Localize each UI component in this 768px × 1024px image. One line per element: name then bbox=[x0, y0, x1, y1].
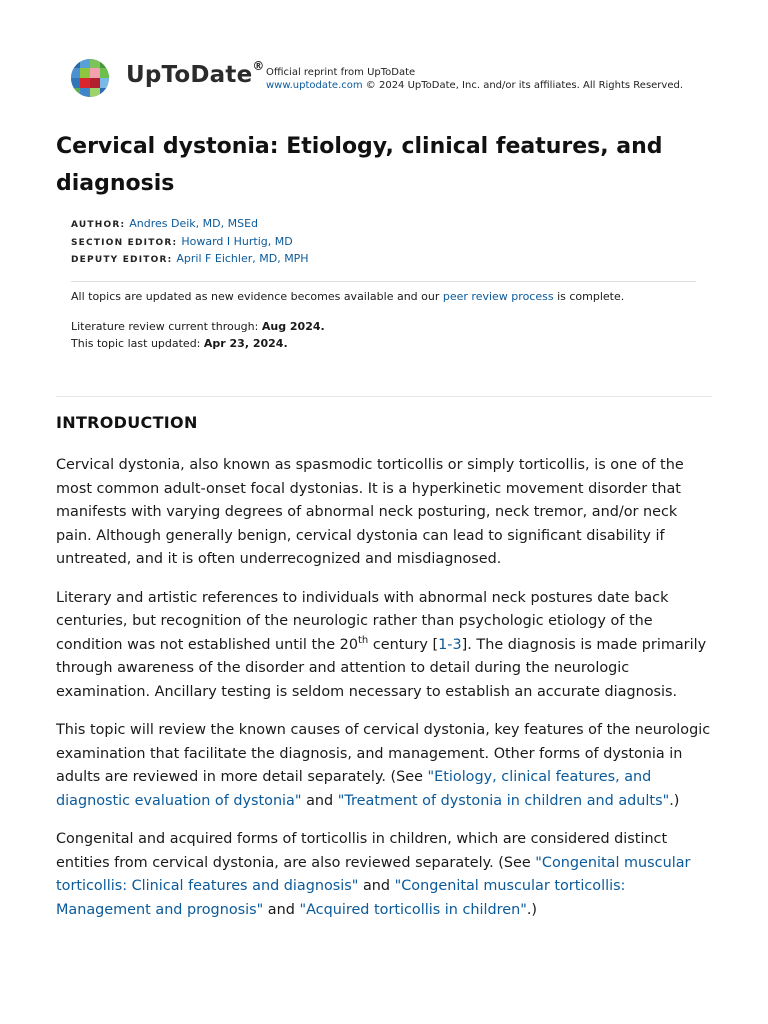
topic-link-dystonia-treatment[interactable]: "Treatment of dystonia in children and adults" bbox=[337, 792, 670, 809]
review-dates bbox=[71, 319, 325, 352]
paragraph: Cervical dystonia, also known as spasmodic torticollis or simply torticollis, is one of the most common adult-onset focal dystonias. It is a hyperkinetic movement disorder that manifests with varying degrees of abnormal neck posturing, neck tremor, and/or neck pain. Although generally benign, cervical dystonia can lead to significant disability if untreated, and it is often underrecognized and misdiagnosed. bbox=[56, 457, 684, 567]
author-row bbox=[71, 234, 309, 252]
section-editor-link[interactable]: Howard I Hurtig, MD bbox=[181, 234, 293, 248]
author-row bbox=[71, 216, 309, 234]
section-divider bbox=[56, 396, 712, 397]
author-link[interactable]: Andres Deik, MD, MSEd bbox=[129, 217, 259, 230]
uptodate-logo-icon bbox=[70, 58, 110, 98]
last-updated-date: This topic last updated: Apr 23, 2024. bbox=[71, 336, 288, 350]
site-link[interactable]: www.uptodate.com bbox=[266, 80, 363, 91]
brand-name: UpToDate® bbox=[126, 59, 265, 88]
reprint-line: Official reprint from UpToDate bbox=[266, 67, 416, 78]
author-row bbox=[71, 251, 309, 269]
topic-link-dystonia-etiology[interactable]: "Etiology, clinical features, and diagnostic evaluation of dystonia" bbox=[56, 769, 652, 809]
page-title: Cervical dystonia: Etiology, clinical features, and diagnosis bbox=[56, 134, 663, 196]
topic-link-congenital-diagnosis[interactable]: "Congenital muscular torticollis: Clinical features and diagnosis" bbox=[56, 854, 691, 894]
article-body bbox=[56, 454, 712, 937]
reference-link[interactable]: 1-3 bbox=[438, 636, 462, 653]
author-list bbox=[71, 216, 309, 269]
topic-link-congenital-management[interactable]: "Congenital muscular torticollis: Management and prognosis" bbox=[56, 878, 626, 918]
paragraph: Congenital and acquired forms of torticollis in children, which are considered distinct entities from cervical dystonia, are also reviewed separately. (See "Congenital muscular torticollis: Clinical features and diagnosis" and "Congenital muscular torticollis: Management and prognosis" and "Acquired torticollis in children".) bbox=[56, 831, 691, 918]
topic-link-acquired-torticollis[interactable]: "Acquired torticollis in children" bbox=[299, 901, 527, 918]
peer-review-link[interactable]: peer review process bbox=[442, 290, 554, 303]
reprint-notice bbox=[266, 66, 683, 92]
paragraph: This topic will review the known causes of cervical dystonia, key features of the neurologic examination that facilitate the diagnosis, and management. Other forms of dystonia in adults are reviewed in more detail separately. (See "Etiology, clinical features, and diagnostic evaluation of dystonia" and "Treatment of dystonia in children and adults".) bbox=[56, 722, 711, 809]
page-header bbox=[70, 58, 710, 98]
deputy-editor-role: DEPUTY EDITOR: bbox=[71, 255, 173, 265]
section-editor-role: SECTION EDITOR: bbox=[71, 237, 178, 248]
paragraph: Literary and artistic references to individuals with abnormal neck postures date back centuries, but recognition of the neurologic rather than psychologic etiology of the condition was not established until the 20th century [1-3]. The diagnosis is made primarily through awareness of the disorder and attention to detail during the neurologic examination. Ancillary testing is seldom necessary to establish an accurate diagnosis. bbox=[56, 589, 707, 700]
deputy-editor-link[interactable]: April F Eichler, MD, MPH bbox=[176, 252, 309, 265]
author-role: AUTHOR: bbox=[71, 220, 126, 230]
section-heading-introduction: INTRODUCTION bbox=[56, 413, 198, 432]
copyright-text: © 2024 UpToDate, Inc. and/or its affiliates. All Rights Reserved. bbox=[362, 80, 684, 91]
literature-review-date: Literature review current through: Aug 2024. bbox=[71, 320, 325, 333]
update-notice: All topics are updated as new evidence becomes available and our peer review process is complete. bbox=[71, 281, 696, 304]
